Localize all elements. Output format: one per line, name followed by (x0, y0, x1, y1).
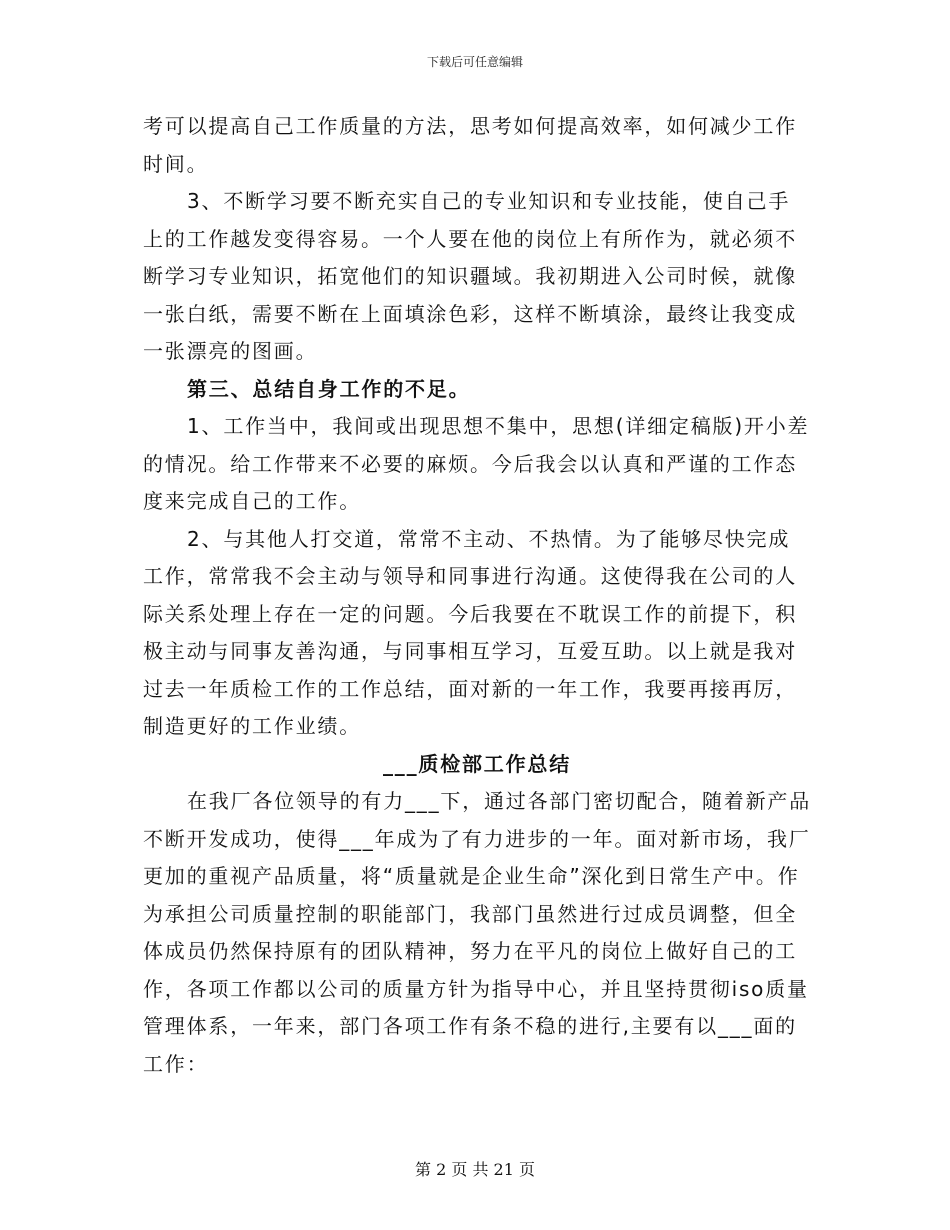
section-heading-shortcomings: 第三、总结自身工作的不足。 (187, 376, 471, 401)
document-body (143, 108, 811, 1083)
paragraph-qc-intro: 在我厂各位领导的有力___下，通过各部门密切配合，随着新产品不断开发成功，使得___年成为了有力进步的一年。面对新市场，我厂更加的重视产品质量，将“质量就是企业生命”深化到日常生产中。作为承担公司质量控制的职能部门，我部门虽然进行过成员调整，但全体成员仍然保持原有的团队精神，努力在平凡的岗位上做好自己的工作，各项工作都以公司的质量方针为指导中心，并且坚持贯彻iso质量管理体系，一年来，部门各项工作有条不稳的进行,主要有以___面的工作： (143, 789, 811, 1076)
page-number-footer: 第 2 页 共 21 页 (415, 1160, 535, 1179)
document-title-qc-summary: ___质检部工作总结 (383, 751, 571, 776)
paragraph-shortcoming-2: 2、与其他人打交道，常常不主动、不热情。为了能够尽快完成工作，常常我不会主动与领导和同事进行沟通。这使得我在公司的人际关系处理上存在一定的问题。今后我要在不耽误工作的前提下，积极主动与同事友善沟通，与同事相互学习，互爱互助。以上就是我对过去一年质检工作的工作总结，面对新的一年工作，我要再接再厉，制造更好的工作业绩。 (143, 526, 797, 738)
paragraph-continued: 考可以提高自己工作质量的方法，思考如何提高效率，如何减少工作时间。 (143, 114, 797, 176)
paragraph-continuous-learning: 3、不断学习要不断充实自己的专业知识和专业技能，使自己手上的工作越发变得容易。一个人要在他的岗位上有所作为，就必须不断学习专业知识，拓宽他们的知识疆域。我初期进入公司时候，就像一张白纸，需要不断在上面填涂色彩，这样不断填涂，最终让我变成一张漂亮的图画。 (143, 189, 797, 363)
paragraph-shortcoming-1: 1、工作当中，我间或出现思想不集中，思想(详细定稿版)开小差的情况。给工作带来不必要的麻烦。今后我会以认真和严谨的工作态度来完成自己的工作。 (143, 414, 810, 513)
header-note: 下载后可任意编辑 (426, 55, 523, 69)
